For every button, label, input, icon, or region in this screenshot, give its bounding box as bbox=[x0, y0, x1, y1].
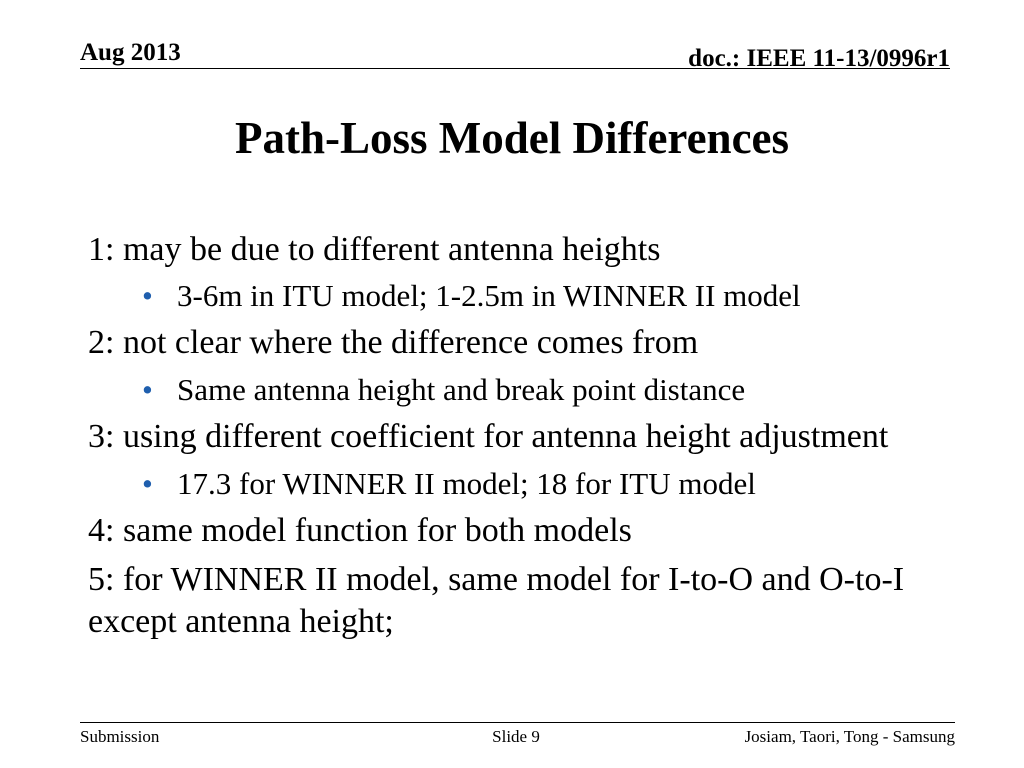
slide-title: Path-Loss Model Differences bbox=[234, 113, 790, 163]
footer-slide-number: Slide 9 bbox=[492, 727, 540, 746]
header-date: Aug 2013 bbox=[80, 39, 181, 66]
footer-submission: Submission bbox=[80, 727, 160, 746]
footer-authors: Josiam, Taori, Tong - Samsung bbox=[744, 727, 955, 746]
body-item-5: 5: for WINNER II model, same model for I-to-O and O-to-I except antenna height; bbox=[88, 561, 905, 640]
body-subitem-2: Same antenna height and break point distance bbox=[177, 372, 746, 407]
bullet-icon: • bbox=[142, 278, 153, 313]
body-item-3: 3: using different coefficient for antenna height adjustment bbox=[88, 418, 889, 455]
header-rule bbox=[80, 68, 950, 69]
bullet-icon: • bbox=[142, 372, 153, 407]
body-item-1: 1: may be due to different antenna heights bbox=[88, 231, 661, 268]
footer-rule bbox=[80, 722, 955, 723]
body-subitem-3: 17.3 for WINNER II model; 18 for ITU model bbox=[177, 466, 756, 501]
body-item-4: 4: same model function for both models bbox=[88, 512, 632, 549]
header-doc-id: doc.: IEEE 11-13/0996r1 bbox=[688, 45, 950, 72]
bullet-icon: • bbox=[142, 466, 153, 501]
body-subitem-1: 3-6m in ITU model; 1-2.5m in WINNER II model bbox=[177, 278, 801, 313]
body-item-2: 2: not clear where the difference comes from bbox=[88, 324, 699, 361]
